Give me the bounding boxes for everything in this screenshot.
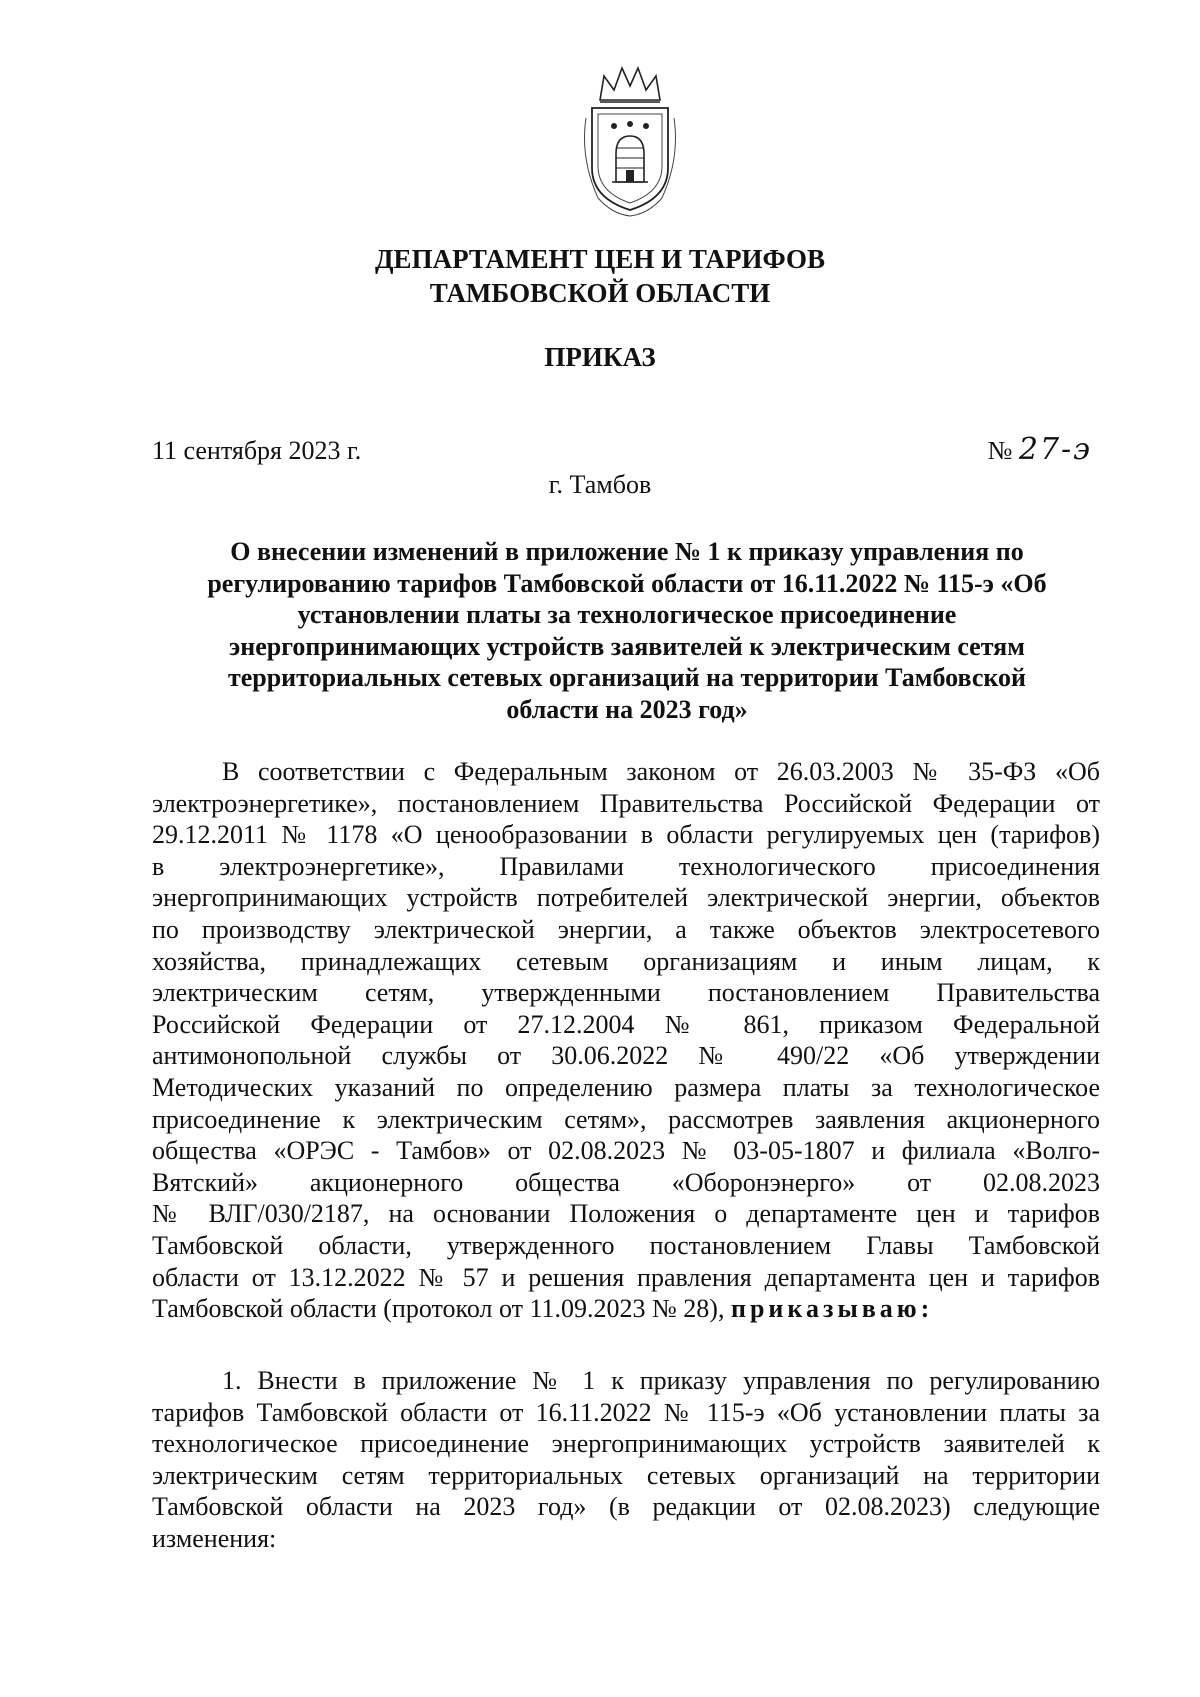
- paragraph-line: В соответствии с Федеральным законом от 26.03.2003 № 35-ФЗ «Об: [222, 757, 1100, 786]
- tambov-coat-of-arms-icon: [578, 58, 682, 218]
- paragraph-line: Российской Федерации от 27.12.2004 № 861, приказом Федеральной: [152, 1009, 1100, 1039]
- paragraph-line: электрическим сетям, утвержденными постановлением Правительства: [152, 978, 1100, 1008]
- paragraph-line: энергопринимающих устройств потребителей электрической энергии, объектов: [152, 883, 1100, 913]
- body-paragraph-item-1: [152, 1365, 1100, 1555]
- title-line: энергопринимающих устройств заявителей к электрическим сетям: [229, 631, 1025, 661]
- document-city: г. Тамбов: [548, 470, 652, 499]
- paragraph-line: Тамбовской области, утвержденного постановлением Главы Тамбовской: [152, 1230, 1100, 1260]
- title-line: территориальных сетевых организаций на территории Тамбовской: [227, 663, 1027, 692]
- paragraph-line: области от 13.12.2022 № 57 и решения правления департамента цен и тарифов: [152, 1262, 1100, 1292]
- paragraph-line: по производству электрической энергии, а также объектов электросетевого: [152, 914, 1100, 944]
- paragraph-line: электрическим сетям территориальных сетевых организаций на территории: [152, 1460, 1100, 1490]
- paragraph-last-line: [152, 1293, 1100, 1325]
- paragraph-line: тарифов Тамбовской области от 16.11.2022 № 115-э «Об установлении платы за: [152, 1397, 1100, 1427]
- paragraph-line: Методических указаний по определению размера платы за технологическое: [152, 1072, 1100, 1102]
- paragraph-line: Тамбовской области на 2023 год» (в редакции от 02.08.2023) следующие: [152, 1492, 1100, 1522]
- document-number: [988, 432, 1092, 467]
- paragraph-line: 1. Внести в приложение № 1 к приказу управления по регулированию: [222, 1366, 1100, 1395]
- body-paragraph-preamble: [152, 756, 1100, 1325]
- paragraph-line: электроэнергетике», постановлением Правительства Российской Федерации от: [152, 788, 1100, 818]
- paragraph-line: антимонопольной службы от 30.06.2022 № 490/22 «Об утверждении: [152, 1041, 1100, 1071]
- title-line: О внесении изменений в приложение № 1 к приказу управления по: [230, 537, 1024, 566]
- paragraph-text: Тамбовской области (протокол от 11.09.2023 № 28),: [152, 1294, 731, 1324]
- paragraph-line: 29.12.2011 № 1178 «О ценообразовании в области регулируемых цен (тарифов): [152, 820, 1100, 850]
- paragraph-line: № ВЛГ/030/2187, на основании Положения о департаменте цен и тарифов: [152, 1199, 1100, 1229]
- paragraph-line: общества «ОРЭС - Тамбов» от 02.08.2023 № 03-05-1807 и филиала «Волго-: [152, 1136, 1100, 1166]
- document-type: ПРИКАЗ: [544, 342, 656, 372]
- paragraph-line: технологическое присоединение энергопринимающих устройств заявителей к: [152, 1429, 1100, 1459]
- handwritten-number: 27-э: [1018, 432, 1092, 467]
- order-keyword: приказываю:: [730, 1294, 934, 1324]
- organization-name-line-1: ДЕПАРТАМЕНТ ЦЕН И ТАРИФОВ: [374, 244, 826, 274]
- paragraph-line: присоединение к электрическим сетям», рассмотрев заявления акционерного: [152, 1104, 1100, 1134]
- paragraph-line: хозяйства, принадлежащих сетевым организациям и иным лицам, к: [152, 946, 1100, 976]
- title-line: установлении платы за технологическое присоединение: [297, 600, 957, 629]
- number-sign: №: [987, 436, 1013, 465]
- paragraph-line: Вятский» акционерного общества «Оборонэнерго» от 02.08.2023: [152, 1167, 1100, 1197]
- document-date: 11 сентября 2023 г.: [152, 436, 362, 465]
- title-line: области на 2023 год»: [506, 694, 748, 724]
- title-line: регулированию тарифов Тамбовской области от 16.11.2022 № 115-э «Об: [207, 568, 1047, 598]
- organization-name-line-2: ТАМБОВСКОЙ ОБЛАСТИ: [429, 278, 771, 308]
- document-title: [150, 536, 1104, 725]
- paragraph-line: в электроэнергетике», Правилами технологического присоединения: [152, 851, 1100, 881]
- paragraph-line: изменения:: [152, 1523, 277, 1553]
